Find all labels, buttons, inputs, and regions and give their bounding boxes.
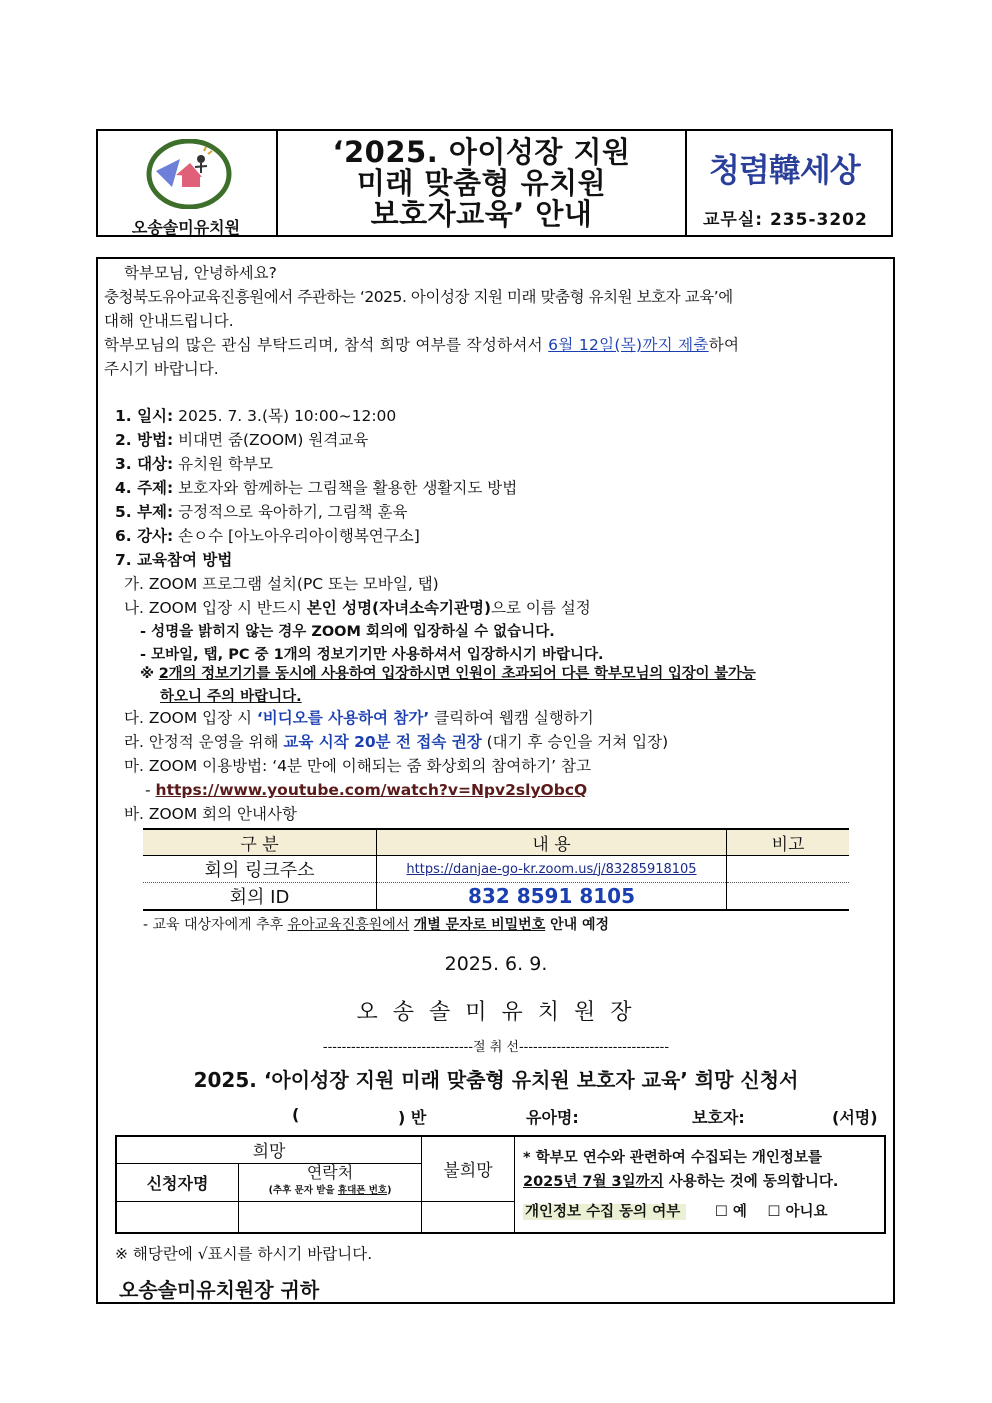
- deadline-text: 6월 12일(목)까지 제출: [548, 336, 709, 354]
- applicant-name-input[interactable]: [116, 1201, 239, 1233]
- item-subtopic: 5. 부제: 긍정적으로 육아하기, 그림책 훈육: [115, 503, 408, 521]
- no-hope-header: 불희망: [422, 1136, 515, 1201]
- slogan-cell: [687, 131, 891, 235]
- school-name: 오송솔미유치원: [131, 218, 241, 237]
- method-ma: 마. ZOOM 이용방법: ‘4분 만에 이해되는 줌 화상회의 참여하기’ 참고: [124, 757, 591, 775]
- intro-line-3: [104, 333, 739, 357]
- method-ba: 바. ZOOM 회의 안내사항: [124, 805, 297, 823]
- greeting: 학부모님, 안녕하세요?: [124, 264, 277, 282]
- zoom-header-content: 내 용: [377, 829, 727, 856]
- check-instruction: ※ 해당란에 √표시를 하시기 바랍니다.: [115, 1245, 373, 1263]
- school-logo: [146, 139, 232, 209]
- contact-note: (추후 문자 받을 휴대폰 번호): [268, 1185, 392, 1196]
- method-ga: 가. ZOOM 프로그램 설치(PC 또는 모바일, 탭): [124, 575, 439, 593]
- privacy-text-2: 2025년 7월 3일까지 사용하는 것에 동의합니다.: [523, 1173, 839, 1190]
- table-row: [116, 1136, 885, 1163]
- zoom-link[interactable]: https://danjae-go-kr.zoom.us/j/83285918105: [406, 861, 697, 877]
- applicant-header: 신청자명: [116, 1163, 239, 1201]
- item-participation: 7. 교육참여 방법: [115, 551, 233, 569]
- zoom-header-note: 비고: [771, 835, 805, 855]
- signature-label: (서명): [832, 1108, 878, 1127]
- intro-line-2: 대해 안내드립니다.: [104, 312, 234, 330]
- youtube-link[interactable]: https://www.youtube.com/watch?v=Npv2slyObcQ: [155, 781, 588, 799]
- zoom-id-value: 832 8591 8105: [377, 883, 727, 911]
- title-line-3: 보호자교육’ 안내: [370, 197, 593, 231]
- password-note: - 교육 대상자에게 추후 유아교육진흥원에서 개별 문자로 비밀번호 안내 예정: [143, 917, 610, 933]
- contact-input[interactable]: [239, 1201, 422, 1233]
- title-line-1: ‘2025. 아이성장 지원: [332, 135, 631, 169]
- method-na-3b: 하오니 주의 바랍니다.: [160, 689, 302, 705]
- class-close: ) 반: [398, 1108, 427, 1127]
- intro-line-3-a: 학부모님의 많은 관심 부탁드리며, 참석 희망 여부를 작성하셔서: [104, 336, 549, 354]
- office-phone: 교무실: 235-3202: [703, 210, 868, 230]
- method-na: 나. ZOOM 입장 시 반드시 본인 성명(자녀소속기관명)으로 이름 설정: [124, 599, 591, 617]
- youtube-link-line: - https://www.youtube.com/watch?v=Npv2slyObcQ: [145, 781, 588, 799]
- school-logo-cell: [98, 131, 278, 235]
- notice-date: 2025. 6. 9.: [444, 953, 548, 975]
- guardian-label: 보호자:: [692, 1108, 745, 1127]
- cut-line: --------------------------------절 취 선--------------------------------: [322, 1040, 670, 1055]
- zoom-id-label: 회의 ID: [143, 883, 377, 911]
- zoom-id-note: [727, 883, 850, 911]
- consent-no-checkbox[interactable]: ☐ 아니요: [767, 1203, 828, 1220]
- application-table: [115, 1135, 886, 1234]
- method-ra: 라. 안정적 운영을 위해 교육 시작 20분 전 접속 권장 (대기 후 승인을 거쳐 입장): [124, 733, 669, 751]
- title-cell: [278, 131, 687, 235]
- zoom-link-cell: [377, 856, 727, 883]
- table-row: [143, 883, 849, 911]
- item-method: 2. 방법: 비대면 줌(ZOOM) 원격교육: [115, 431, 369, 449]
- zoom-link-label: 회의 링크주소: [143, 856, 377, 883]
- zoom-link-note: [727, 856, 850, 883]
- no-hope-input[interactable]: [422, 1201, 515, 1233]
- title-line-2: 미래 맞춤형 유치원: [356, 166, 607, 200]
- addressee: 오송솔미유치원장 귀하: [119, 1278, 320, 1302]
- method-da: 다. ZOOM 입장 시 ‘비디오를 사용하여 참가’ 클릭하여 웹캠 실행하기: [124, 709, 594, 727]
- method-na-2: - 모바일, 탭, PC 중 1개의 정보기기만 사용하셔서 입장하시기 바랍니다.: [140, 647, 604, 663]
- form-title: 2025. ‘아이성장 지원 미래 맞춤형 유치원 보호자 교육’ 희망 신청서: [193, 1068, 799, 1092]
- intro-line-4: 주시기 바랍니다.: [104, 360, 219, 378]
- contact-header: 연락처 (추후 문자 받을 휴대폰 번호): [239, 1163, 422, 1201]
- class-open: (: [292, 1105, 300, 1124]
- zoom-header-category: 구 분: [143, 829, 377, 856]
- method-na-3: ※ 2개의 정보기기를 동시에 사용하여 입장하시면 인원이 초과되어 다른 학부모님의 입장이 불가능: [140, 666, 756, 682]
- zoom-info-table: [143, 828, 849, 911]
- intro-line-3-b: 하여: [708, 336, 740, 354]
- privacy-consent-cell: [515, 1136, 886, 1233]
- principal-name: 오 송 솔 미 유 치 원 장: [356, 1000, 636, 1025]
- header-box: [96, 129, 893, 237]
- item-lecturer: 6. 강사: 손ㅇ수 [아노아우리아이행복연구소]: [115, 527, 420, 545]
- item-target: 3. 대상: 유치원 학부모: [115, 455, 273, 473]
- privacy-text-1: * 학부모 연수와 관련하여 수집되는 개인정보를: [523, 1149, 822, 1166]
- consent-row: [523, 1200, 876, 1224]
- item-topic: 4. 주제: 보호자와 함께하는 그림책을 활용한 생활지도 방법: [115, 479, 518, 497]
- table-row: [143, 856, 849, 883]
- hope-header: 희망: [116, 1136, 422, 1163]
- intro-line-1: 충청북도유아교육진흥원에서 주관하는 ‘2025. 아이성장 지원 미래 맞춤형 유치원 보호자 교육’에: [104, 288, 733, 306]
- consent-label: 개인정보 수집 동의 여부: [523, 1204, 686, 1220]
- zoom-table-header-row: [143, 829, 849, 856]
- consent-yes-checkbox[interactable]: ☐ 예: [714, 1203, 747, 1220]
- slogan-logo: 청렴韓세상: [709, 151, 860, 189]
- child-name-label: 유아명:: [526, 1108, 579, 1127]
- method-na-1: - 성명을 밝히지 않는 경우 ZOOM 회의에 입장하실 수 없습니다.: [140, 624, 555, 640]
- item-date: 1. 일시: 2025. 7. 3.(목) 10:00~12:00: [115, 407, 397, 425]
